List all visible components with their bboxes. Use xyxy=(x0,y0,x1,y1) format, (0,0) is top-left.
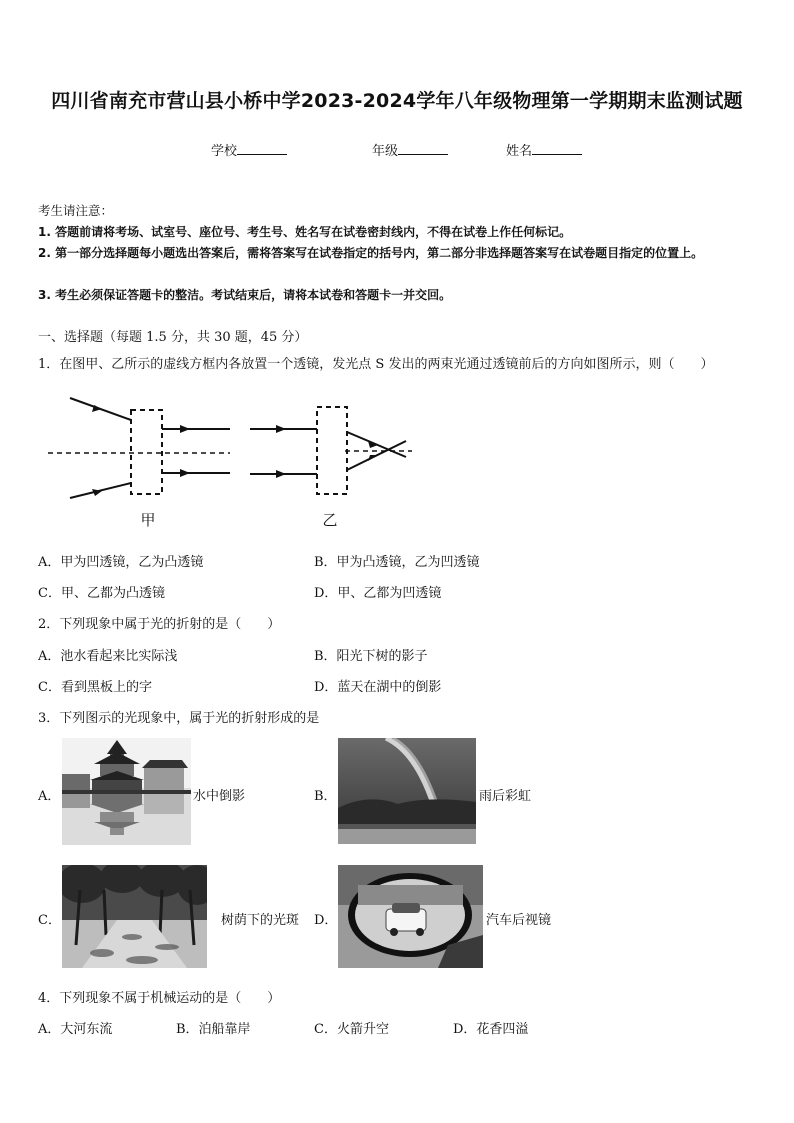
q3-option-a-caption: 水中倒影 xyxy=(193,789,246,804)
notice-item-1: 1. 答题前请将考场、试室号、座位号、考生号、姓名写在试卷密封线内，不得在试卷上作任何标记。 xyxy=(38,225,572,239)
name-field xyxy=(506,140,582,159)
car-mirror-photo xyxy=(338,865,483,968)
arrow-yi-1 xyxy=(276,425,286,433)
q1-option-b: B．甲为凸透镜，乙为凹透镜 xyxy=(314,555,480,570)
name-blank xyxy=(532,141,582,155)
q3-option-b-caption: 雨后彩虹 xyxy=(479,789,532,804)
arrow-yi-2 xyxy=(276,470,286,478)
figure-label-yi: 乙 xyxy=(322,511,338,529)
figure-jia xyxy=(48,398,230,498)
tree-shade-photo xyxy=(62,865,207,968)
school-blank xyxy=(237,141,287,155)
grade-field xyxy=(372,140,448,159)
q4-option-d: D．花香四溢 xyxy=(453,1022,529,1037)
arrow-jia-3 xyxy=(180,425,190,433)
figure-label-jia: 甲 xyxy=(140,511,156,529)
q3-option-c-letter: C． xyxy=(38,913,61,928)
question-1-stem: 1．在图甲、乙所示的虚线方框内各放置一个透镜，发光点 S 发出的两束光通过透镜前后的方向如图所示，则（ ） xyxy=(38,357,714,372)
q2-option-c: C．看到黑板上的字 xyxy=(38,680,152,695)
notice-heading: 考生请注意： xyxy=(38,203,114,218)
arrow-yi-4 xyxy=(368,455,378,461)
question-2-stem: 2．下列现象中属于光的折射的是（ ） xyxy=(38,617,281,632)
school-field xyxy=(211,140,287,159)
arrow-jia-4 xyxy=(180,469,190,477)
notice-item-2: 2. 第一部分选择题每小题选出答案后，需将答案写在试卷指定的括号内，第二部分非选择题答案写在试卷题目指定的位置上。 xyxy=(38,246,704,260)
grade-label: 年级 xyxy=(372,144,399,159)
school-label: 学校 xyxy=(211,144,238,159)
question-3-stem: 3．下列图示的光现象中，属于光的折射形成的是 xyxy=(38,711,320,726)
q4-option-c: C．火箭升空 xyxy=(314,1022,389,1037)
q1-option-c: C．甲、乙都为凸透镜 xyxy=(38,586,165,601)
q4-option-b: B．泊船靠岸 xyxy=(176,1022,251,1037)
q3-option-d-letter: D． xyxy=(314,913,338,928)
rainbow-photo xyxy=(338,738,476,844)
q3-option-d-caption: 汽车后视镜 xyxy=(486,913,552,928)
reflection-photo xyxy=(62,738,191,845)
page-title: 四川省南充市营山县小桥中学2023-2024学年八年级物理第一学期期末监测试题 xyxy=(51,90,743,112)
q3-option-b-letter: B． xyxy=(314,789,337,804)
q2-option-d: D．蓝天在湖中的倒影 xyxy=(314,680,442,695)
notice-item-3: 3. 考生必须保证答题卡的整洁。考试结束后，请将本试卷和答题卡一并交回。 xyxy=(38,288,452,302)
ray-jia-bottom-in xyxy=(70,483,131,498)
q2-option-a: A．池水看起来比实际浅 xyxy=(38,649,178,664)
q1-option-d: D．甲、乙都为凹透镜 xyxy=(314,586,442,601)
question-4-stem: 4．下列现象不属于机械运动的是（ ） xyxy=(38,991,281,1006)
grade-blank xyxy=(398,141,448,155)
q4-option-a: A．大河东流 xyxy=(38,1022,113,1037)
section-heading: 一、选择题（每题 1.5 分，共 30 题，45 分） xyxy=(38,330,308,345)
q3-option-c-caption: 树荫下的光斑 xyxy=(221,913,300,928)
lens-box-yi xyxy=(317,407,347,494)
lens-box-jia xyxy=(131,410,162,494)
name-label: 姓名 xyxy=(506,144,533,159)
q1-option-a: A．甲为凹透镜，乙为凸透镜 xyxy=(38,555,204,570)
lens-diagram xyxy=(40,385,420,530)
q2-option-b: B．阳光下树的影子 xyxy=(314,649,428,664)
q3-option-a-letter: A． xyxy=(38,789,61,804)
figure-yi xyxy=(250,407,412,494)
